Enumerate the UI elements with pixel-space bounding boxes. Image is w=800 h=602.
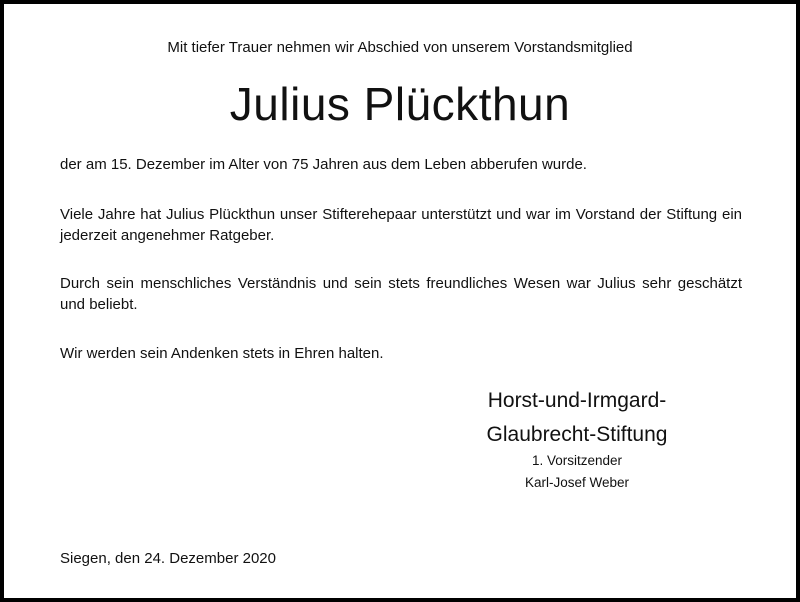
paragraph-role: Viele Jahre hat Julius Plückthun unser Stifterehepaar unterstützt und war im Vorstand der Stiftung ein jederzeit angenehmer Ratgeber. [60,206,742,244]
foundation-name-line1: Horst-und-Irmgard- [487,389,667,412]
place-date: Siegen, den 24. Dezember 2020 [60,550,276,567]
signatory-role: 1. Vorsitzender [531,453,623,468]
paragraph-character: Durch sein menschliches Verständnis und sein stets freundliches Wesen war Julius sehr geschätzt und beliebt. [60,275,742,313]
paragraph-remembrance: Wir werden sein Andenken stets in Ehren halten. [60,345,384,362]
signatory-name: Karl-Josef Weber [524,475,630,490]
intro-line: Mit tiefer Trauer nehmen wir Abschied von unserem Vorstandsmitglied [167,39,633,56]
paragraph-death-info: der am 15. Dezember im Alter von 75 Jahren aus dem Leben abberufen wurde. [60,156,587,173]
foundation-name-line2: Glaubrecht-Stiftung [486,423,668,446]
signatory-block [424,450,730,494]
foundation-name [424,384,730,452]
deceased-name: Julius Plückthun [229,78,571,130]
